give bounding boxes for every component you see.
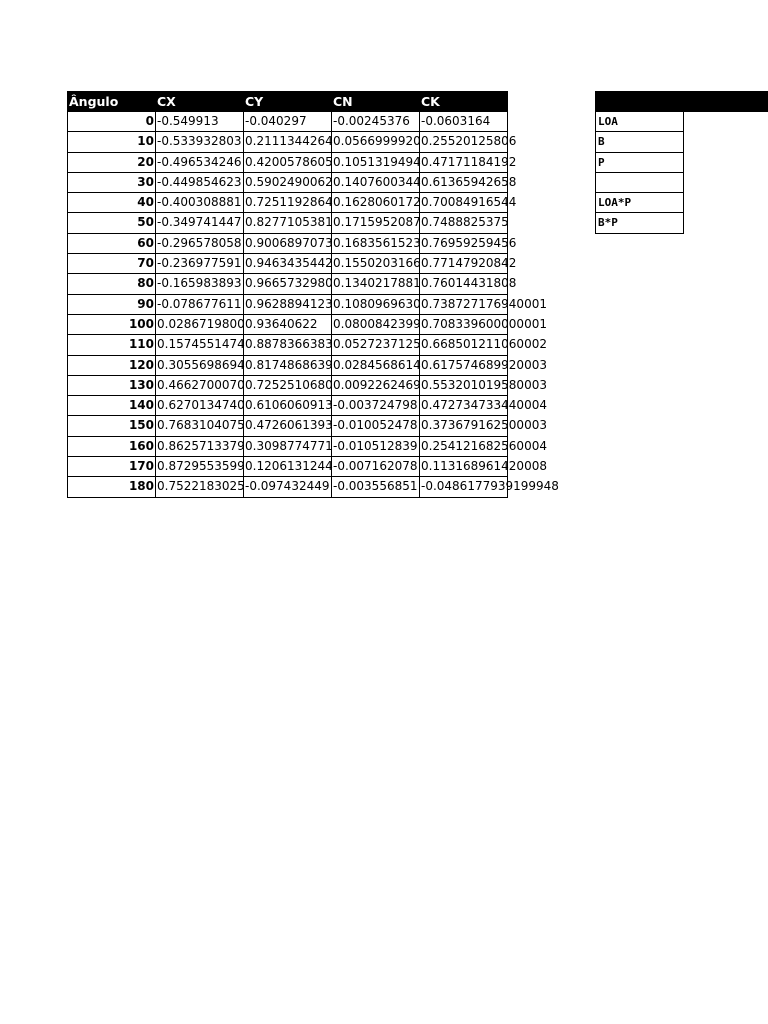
cy-cell[interactable]: 0.1206131244	[243, 457, 331, 477]
cy-cell[interactable]: 0.7252510680	[243, 376, 331, 396]
side-table-cell[interactable]: B	[595, 132, 684, 152]
cn-cell[interactable]: 0.1080969630	[331, 295, 419, 315]
cn-cell[interactable]: -0.003556851	[331, 477, 419, 497]
cn-cell[interactable]: 0.0092262469	[331, 376, 419, 396]
cx-cell[interactable]: 0.0286719800	[155, 315, 243, 335]
ck-cell[interactable]: 0.113168961420008	[419, 457, 508, 477]
cn-cell[interactable]: -0.00245376	[331, 112, 419, 132]
header-angulo[interactable]: Ângulo	[69, 94, 119, 109]
ck-cell[interactable]: 0.708339600000001	[419, 315, 508, 335]
table-row	[67, 416, 547, 436]
cy-cell[interactable]: -0.097432449	[243, 477, 331, 497]
table-row	[67, 274, 517, 294]
angle-cell[interactable]: 100	[67, 315, 156, 335]
cx-cell[interactable]: -0.400308881	[155, 193, 243, 213]
ck-cell[interactable]: 0.47171184192	[419, 153, 508, 173]
cy-cell[interactable]: 0.9463435442	[243, 254, 331, 274]
side-table-cell[interactable]	[595, 173, 684, 193]
cx-cell[interactable]: 0.6270134740	[155, 396, 243, 416]
table-row	[67, 437, 547, 457]
ck-cell[interactable]: -0.0486177939199948	[419, 477, 508, 497]
cy-cell[interactable]: 0.5902490062	[243, 173, 331, 193]
ck-cell[interactable]: 0.668501211060002	[419, 335, 508, 355]
side-table-cell[interactable]: LOA*P	[595, 193, 684, 213]
cy-cell[interactable]: 0.8174868639	[243, 356, 331, 376]
table-row	[67, 213, 508, 233]
table-row	[67, 356, 547, 376]
header-cy[interactable]: CY	[245, 94, 264, 109]
cx-cell[interactable]: 0.8625713379	[155, 437, 243, 457]
cn-cell[interactable]: 0.1550203166	[331, 254, 419, 274]
table-row	[67, 193, 517, 213]
side-table	[595, 112, 684, 234]
ck-cell[interactable]: 0.617574689920003	[419, 356, 508, 376]
table-row	[67, 396, 547, 416]
angle-cell[interactable]: 180	[67, 477, 156, 497]
table-row	[67, 295, 547, 315]
cn-cell[interactable]: -0.010052478	[331, 416, 419, 436]
side-table-cell[interactable]: P	[595, 153, 684, 173]
ck-cell[interactable]: 0.254121682560004	[419, 437, 508, 457]
cy-cell[interactable]: 0.7251192864	[243, 193, 331, 213]
cn-cell[interactable]: 0.1715952087	[331, 213, 419, 233]
cy-cell[interactable]: 0.9006897073	[243, 234, 331, 254]
ck-cell[interactable]: 0.553201019580003	[419, 376, 508, 396]
table-row	[67, 457, 547, 477]
cy-cell[interactable]: 0.8277105381	[243, 213, 331, 233]
cy-cell[interactable]: 0.4726061393	[243, 416, 331, 436]
table-body	[67, 112, 559, 498]
cx-cell[interactable]: -0.349741447	[155, 213, 243, 233]
cx-cell[interactable]: -0.533932803	[155, 132, 243, 152]
cn-cell[interactable]: 0.0527237125	[331, 335, 419, 355]
cx-cell[interactable]: 0.7683104075	[155, 416, 243, 436]
cx-cell[interactable]: -0.165983893	[155, 274, 243, 294]
header-cx[interactable]: CX	[157, 94, 176, 109]
coefficients-table	[67, 91, 559, 498]
angle-cell[interactable]: 120	[67, 356, 156, 376]
cy-cell[interactable]: 0.4200578605	[243, 153, 331, 173]
ck-cell[interactable]: 0.61365942658	[419, 173, 508, 193]
table-row	[67, 335, 547, 355]
ck-cell[interactable]: 0.7488825375	[419, 213, 508, 233]
cn-cell[interactable]: 0.1683561523	[331, 234, 419, 254]
header-ck[interactable]: CK	[421, 94, 440, 109]
cy-cell[interactable]: 0.3098774771	[243, 437, 331, 457]
angle-cell[interactable]: 160	[67, 437, 156, 457]
cn-cell[interactable]: -0.003724798	[331, 396, 419, 416]
ck-cell[interactable]: 0.77147920842	[419, 254, 508, 274]
angle-cell[interactable]: 150	[67, 416, 156, 436]
ck-cell[interactable]: 0.76959259456	[419, 234, 508, 254]
table-row	[67, 153, 517, 173]
angle-cell[interactable]: 30	[67, 173, 156, 193]
cx-cell[interactable]: -0.496534246	[155, 153, 243, 173]
angle-cell[interactable]: 80	[67, 274, 156, 294]
ck-cell[interactable]: -0.0603164	[419, 112, 508, 132]
ck-cell[interactable]: 0.25520125806	[419, 132, 508, 152]
table-row	[67, 376, 547, 396]
side-header-bar	[595, 91, 768, 112]
angle-cell[interactable]: 50	[67, 213, 156, 233]
ck-cell[interactable]: 0.70084916544	[419, 193, 508, 213]
side-table-cell[interactable]: LOA	[595, 112, 684, 132]
cy-cell[interactable]: 0.93640622	[243, 315, 331, 335]
cn-cell[interactable]: 0.1051319494	[331, 153, 419, 173]
angle-cell[interactable]: 20	[67, 153, 156, 173]
angle-cell[interactable]: 40	[67, 193, 156, 213]
ck-cell[interactable]: 0.76014431808	[419, 274, 508, 294]
cx-cell[interactable]: -0.549913	[155, 112, 243, 132]
angle-cell[interactable]: 140	[67, 396, 156, 416]
table-row	[67, 254, 517, 274]
table-row	[67, 112, 508, 132]
header-cn[interactable]: CN	[333, 94, 353, 109]
cx-cell[interactable]: 0.3055698694	[155, 356, 243, 376]
table-header	[67, 91, 508, 112]
angle-cell[interactable]: 10	[67, 132, 156, 152]
cx-cell[interactable]: -0.236977591	[155, 254, 243, 274]
angle-cell[interactable]: 170	[67, 457, 156, 477]
table-row	[67, 132, 517, 152]
cy-cell[interactable]: 0.6106060913	[243, 396, 331, 416]
cy-cell[interactable]: 0.2111344264	[243, 132, 331, 152]
cy-cell[interactable]: 0.9628894123	[243, 295, 331, 315]
angle-cell[interactable]: 90	[67, 295, 156, 315]
cn-cell[interactable]: 0.1407600344	[331, 173, 419, 193]
angle-cell[interactable]: 130	[67, 376, 156, 396]
table-row	[67, 234, 517, 254]
cn-cell[interactable]: 0.1628060172	[331, 193, 419, 213]
cn-cell[interactable]: 0.1340217881	[331, 274, 419, 294]
cy-cell[interactable]: 0.8878366383	[243, 335, 331, 355]
cx-cell[interactable]: -0.078677611	[155, 295, 243, 315]
angle-cell[interactable]: 110	[67, 335, 156, 355]
table-row	[67, 315, 547, 335]
cx-cell[interactable]: 0.8729553599	[155, 457, 243, 477]
ck-cell[interactable]: 0.738727176940001	[419, 295, 508, 315]
cn-cell[interactable]: 0.0284568614	[331, 356, 419, 376]
table-row	[67, 173, 517, 193]
ck-cell[interactable]: 0.373679162500003	[419, 416, 508, 436]
cy-cell[interactable]: -0.040297	[243, 112, 331, 132]
table-row	[67, 477, 559, 497]
cn-cell[interactable]: 0.0800842399	[331, 315, 419, 335]
ck-cell[interactable]: 0.472734733440004	[419, 396, 508, 416]
cn-cell[interactable]: 0.0566999920	[331, 132, 419, 152]
side-table-cell[interactable]: B*P	[595, 213, 684, 233]
cn-cell[interactable]: -0.010512839	[331, 437, 419, 457]
angle-cell[interactable]: 70	[67, 254, 156, 274]
cn-cell[interactable]: -0.007162078	[331, 457, 419, 477]
cx-cell[interactable]: 0.7522183025	[155, 477, 243, 497]
cx-cell[interactable]: -0.296578058	[155, 234, 243, 254]
cx-cell[interactable]: -0.449854623	[155, 173, 243, 193]
cy-cell[interactable]: 0.9665732980	[243, 274, 331, 294]
angle-cell[interactable]: 60	[67, 234, 156, 254]
cx-cell[interactable]: 0.4662700070	[155, 376, 243, 396]
cx-cell[interactable]: 0.1574551474	[155, 335, 243, 355]
angle-cell[interactable]: 0	[67, 112, 156, 132]
